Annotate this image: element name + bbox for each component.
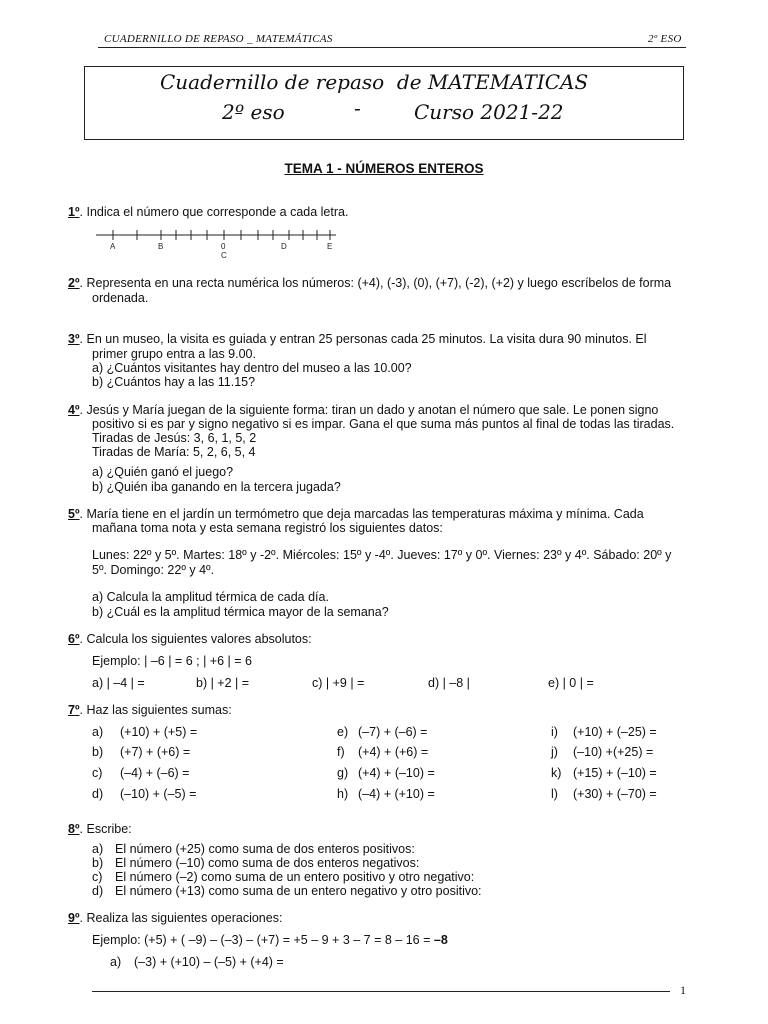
exercise-2 [68,276,671,290]
exercise-4-line-3: Tiradas de Jesús: 3, 6, 1, 5, 2 [92,431,257,445]
sum-item: k) [551,766,562,780]
exercise-6 [68,632,312,646]
exercise-1 [68,205,348,219]
sum-item: a) [92,725,104,739]
header-rule [98,47,686,48]
exercise-9-example [92,933,448,947]
exercise-4-line-4: Tiradas de María: 5, 2, 6, 5, 4 [92,445,256,459]
exercise-8-item-label: d) [92,884,104,898]
exercise-8-item-text: El número (–10) como suma de dos enteros negativos: [115,856,420,870]
sum-expression: (–4) + (–6) = [120,766,190,780]
footer-rule [92,991,670,992]
sum-expression: (+30) + (–70) = [573,787,657,801]
exercise-2-line-1: . Representa en una recta numérica los números: (+4), (-3), (0), (+7), (-2), (+2) y luego escríbelos de forma [79,276,672,290]
title-line-1: Cuadernillo de repaso de MATEMATICAS [160,70,589,94]
exercise-5-data-2: 5º. Domingo: 22º y 4º. [92,563,215,577]
sum-item: j) [551,745,558,759]
exercise-3-b: b) ¿Cuántos hay a las 11.15? [92,375,256,389]
title-grade: 2º eso [222,100,285,124]
exercise-7-text: . Haz las siguientes sumas: [79,703,232,717]
sum-expression: (+7) + (+6) = [120,745,191,759]
sum-item: d) [92,787,104,801]
exercise-8 [68,822,132,836]
title-course-year: Curso 2021-22 [414,100,564,124]
sum-expression: (+4) + (+6) = [358,745,429,759]
sum-expression: (–4) + (+10) = [358,787,435,801]
exercise-9 [68,911,282,925]
sum-expression: (+10) + (–25) = [573,725,657,739]
topic-heading-text: TEMA 1 - NÚMEROS ENTEROS [284,161,484,176]
exercise-4-line-1: . Jesús y María juegan de la siguiente forma: tiran un dado y anotan el número que sale. Le ponen signo [79,403,659,417]
label-A: A [110,242,116,251]
exercise-3-number: 3º [68,332,80,346]
header-title: CUADERNILLO DE REPASO _ MATEMÁTICAS [104,33,333,45]
exercise-8-item-label: c) [92,870,103,884]
exercise-2-number: 2º [68,276,80,290]
exercise-5 [68,507,644,521]
exercise-5-line-2: mañana toma nota y esta semana registró los siguientes datos: [92,521,443,535]
exercise-8-text: . Escribe: [79,822,132,836]
sum-expression: (+15) + (–10) = [573,766,657,780]
exercise-5-a: a) Calcula la amplitud térmica de cada día. [92,590,329,604]
label-D: D [281,242,287,251]
exercise-6-example: Ejemplo: | –6 | = 6 ; | +6 | = 6 [92,654,252,668]
exercise-6-item: b) | +2 | = [196,676,250,690]
exercise-3-line-2: primer grupo entra a las 9.00. [92,347,256,361]
header-course: 2º ESO [648,33,682,45]
exercise-5-data-1: Lunes: 22º y 5º. Martes: 18º y -2º. Miércoles: 15º y -4º. Jueves: 17º y 0º. Viernes: 23º y 4º. Sábado: 20º y [92,548,672,562]
sum-expression: (+10) + (+5) = [120,725,198,739]
title-separator: - [354,96,361,120]
page-number: 1 [680,983,686,997]
exercise-3-line-1: . En un museo, la visita es guiada y entran 25 personas cada 25 minutos. La visita dura 90 minutos. El [79,332,647,346]
exercise-6-item: d) | –8 | [428,676,470,690]
exercise-4-number: 4º [68,403,80,417]
exercise-8-item-text: El número (+25) como suma de dos enteros positivos: [115,842,415,856]
label-B: B [158,242,164,251]
exercise-4-b: b) ¿Quién iba ganando en la tercera jugada? [92,480,341,494]
exercise-9-example-result: –8 [433,933,448,947]
sum-expression: (+4) + (–10) = [358,766,435,780]
exercise-6-text: . Calcula los siguientes valores absolutos: [79,632,312,646]
exercise-9-a-label: a) [110,955,122,969]
exercise-8-item-label: a) [92,842,104,856]
exercise-3-a: a) ¿Cuántos visitantes hay dentro del museo a las 10.00? [92,361,412,375]
sum-expression: (–10) +(+25) = [573,745,654,759]
exercise-7-number: 7º [68,703,80,717]
exercise-5-line-1: . María tiene en el jardín un termómetro que deja marcadas las temperaturas máxima y mínima. Cada [79,507,644,521]
exercise-4-line-2: positivo si es par y signo negativo si es impar. Gana el que suma más puntos al final de todas las tiradas. [92,417,675,431]
exercise-6-item: e) | 0 | = [548,676,594,690]
exercise-9-number: 9º [68,911,80,925]
exercise-9-a-expression: (–3) + (+10) – (–5) + (+4) = [134,955,284,969]
exercise-5-b: b) ¿Cuál es la amplitud térmica mayor de la semana? [92,605,389,619]
label-C: C [221,251,227,260]
exercise-2-line-2: ordenada. [92,291,149,305]
exercise-8-item-text: El número (–2) como suma de un entero positivo y otro negativo: [115,870,475,884]
exercise-8-item-text: El número (+13) como suma de un entero negativo y otro positivo: [115,884,482,898]
label-zero: 0 [221,242,226,251]
exercise-6-item: c) | +9 | = [312,676,365,690]
sum-expression: (–7) + (–6) = [358,725,428,739]
exercise-5-number: 5º [68,507,80,521]
sum-item: g) [337,766,349,780]
exercise-8-item-label: b) [92,856,104,870]
exercise-1-number: 1º [68,205,80,219]
label-E: E [327,242,333,251]
exercise-6-number: 6º [68,632,80,646]
exercise-1-text: . Indica el número que corresponde a cada letra. [79,205,349,219]
sum-expression: (–10) + (–5) = [120,787,197,801]
sum-item: i) [551,725,558,739]
exercise-6-item: a) | –4 | = [92,676,145,690]
topic-heading [0,161,768,176]
number-line [92,225,342,261]
exercise-4 [68,403,658,417]
exercise-3 [68,332,647,346]
exercise-9-example-text: Ejemplo: (+5) + ( –9) – (–3) – (+7) = +5 – 9 + 3 – 7 = 8 – 16 = [92,933,431,947]
exercise-9-text: . Realiza las siguientes operaciones: [79,911,283,925]
exercise-8-number: 8º [68,822,80,836]
sum-item: f) [337,745,345,759]
sum-item: c) [92,766,103,780]
sum-item: e) [337,725,349,739]
sum-item: h) [337,787,349,801]
sum-item: b) [92,745,104,759]
sum-item: l) [551,787,558,801]
exercise-7 [68,703,232,717]
exercise-4-a: a) ¿Quién ganó el juego? [92,465,234,479]
